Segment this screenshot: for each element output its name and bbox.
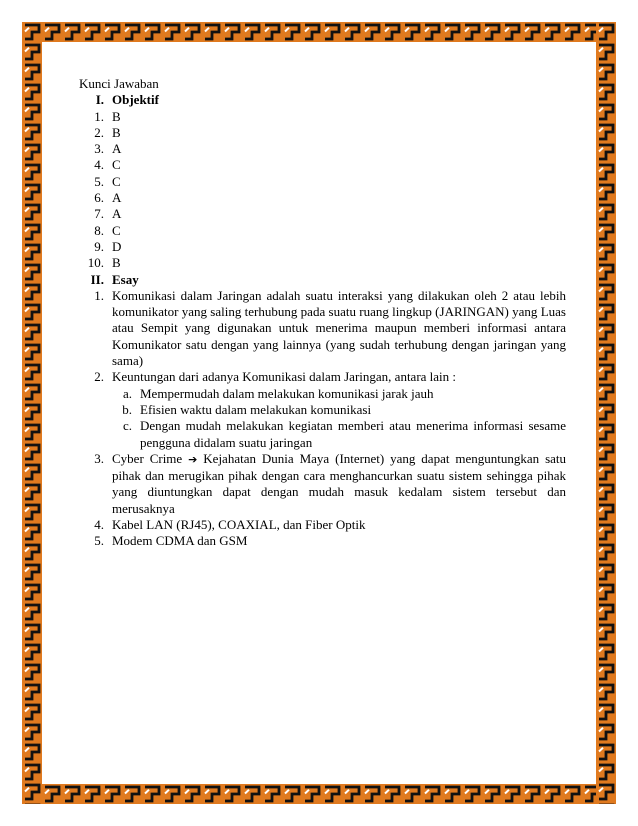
item-answer bbox=[112, 451, 566, 517]
sub-list-item bbox=[66, 418, 566, 451]
sub-list-item bbox=[66, 402, 566, 418]
section-title: Esay bbox=[112, 271, 139, 287]
item-answer: C bbox=[112, 173, 121, 189]
list-item bbox=[66, 223, 566, 239]
essay-answer-list bbox=[66, 288, 566, 550]
item-answer: Keuntungan dari adanya Komunikasi dalam Jaringan, antara lain : bbox=[112, 369, 457, 385]
list-item bbox=[66, 451, 566, 517]
item-answer: B bbox=[112, 108, 121, 124]
list-item bbox=[66, 174, 566, 190]
decorative-border-bottom bbox=[22, 784, 616, 804]
item-answer: B bbox=[112, 255, 121, 271]
item-number: 9. bbox=[94, 238, 104, 254]
item-answer: D bbox=[112, 238, 122, 254]
item-number: 4. bbox=[94, 157, 104, 173]
sub-item-text: Dengan mudah melakukan kegiatan memberi atau menerima informasi sesame pengguna didalam suatu jaringan bbox=[140, 418, 566, 450]
list-item bbox=[66, 239, 566, 255]
item-number: 5. bbox=[94, 533, 104, 549]
list-item bbox=[66, 141, 566, 157]
list-item bbox=[66, 157, 566, 173]
item-answer: Modem CDMA dan GSM bbox=[112, 533, 248, 549]
objective-answer-list bbox=[66, 109, 566, 272]
list-item bbox=[66, 369, 566, 385]
item-number: 6. bbox=[94, 190, 104, 206]
section-number: I. bbox=[95, 92, 104, 108]
sub-item-letter: b. bbox=[122, 401, 132, 417]
item-answer: A bbox=[112, 206, 122, 222]
item-number: 1. bbox=[94, 287, 104, 303]
sub-item-letter: c. bbox=[122, 418, 132, 434]
list-item bbox=[66, 190, 566, 206]
item-answer: C bbox=[112, 157, 121, 173]
item-answer: Komunikasi dalam Jaringan adalah suatu interaksi yang dilakukan oleh 2 atau lebih komunikator yang saling terhubung pada suatu ruang lingkup (JARINGAN) yang Luas atau Sempit yang digunakan untuk menerima maupun memberi informasi antara Komunikator satu dengan yang lainnya (yang sudah terhubung dengan jaringan yang sama) bbox=[112, 287, 566, 369]
list-item bbox=[66, 206, 566, 222]
sub-list-item bbox=[66, 386, 566, 402]
section-essay-heading bbox=[66, 272, 566, 288]
item-answer: B bbox=[112, 124, 121, 140]
item-answer: A bbox=[112, 141, 122, 157]
section-number: II. bbox=[90, 271, 104, 287]
list-item bbox=[66, 517, 566, 533]
sub-item-text: Mempermudah dalam melakukan komunikasi jarak jauh bbox=[140, 385, 434, 401]
item-number: 7. bbox=[94, 206, 104, 222]
definition-text: Kejahatan Dunia Maya (Internet) yang dapat menguntungkan satu pihak dan merugikan pihak dengan cara menghancurkan suatu sistem sehingga pihak yang diuntungkan dapat dengan mudah masuk kedalam sistem tersebut dan merusaknya bbox=[112, 450, 567, 516]
item-number: 2. bbox=[94, 124, 104, 140]
section-objective-heading bbox=[66, 92, 566, 108]
decorative-border-top bbox=[22, 22, 616, 42]
decorative-border-left bbox=[22, 22, 42, 804]
list-item bbox=[66, 288, 566, 369]
list-item bbox=[66, 533, 566, 549]
decorative-border-right bbox=[596, 22, 616, 804]
sub-item-text: Efisien waktu dalam melakukan komunikasi bbox=[140, 401, 372, 417]
item-number: 10. bbox=[87, 255, 104, 271]
item-answer: C bbox=[112, 222, 121, 238]
item-number: 4. bbox=[94, 517, 104, 533]
item-number: 5. bbox=[94, 173, 104, 189]
answer-key-content bbox=[66, 76, 566, 550]
list-item bbox=[66, 109, 566, 125]
sub-item-letter: a. bbox=[122, 385, 132, 401]
item-answer: A bbox=[112, 190, 122, 206]
list-item bbox=[66, 125, 566, 141]
item-number: 2. bbox=[94, 369, 104, 385]
item-number: 8. bbox=[94, 222, 104, 238]
item-number: 3. bbox=[94, 141, 104, 157]
term-cyber-crime: Cyber Crime bbox=[112, 450, 183, 466]
section-title: Objektif bbox=[112, 92, 159, 108]
item-number: 3. bbox=[94, 450, 104, 466]
intro-heading: Kunci Jawaban bbox=[79, 76, 159, 91]
item-answer: Kabel LAN (RJ45), COAXIAL, dan Fiber Optik bbox=[112, 517, 366, 533]
list-item bbox=[66, 255, 566, 271]
arrow-right-icon: ➔ bbox=[188, 452, 198, 466]
item-number: 1. bbox=[94, 108, 104, 124]
